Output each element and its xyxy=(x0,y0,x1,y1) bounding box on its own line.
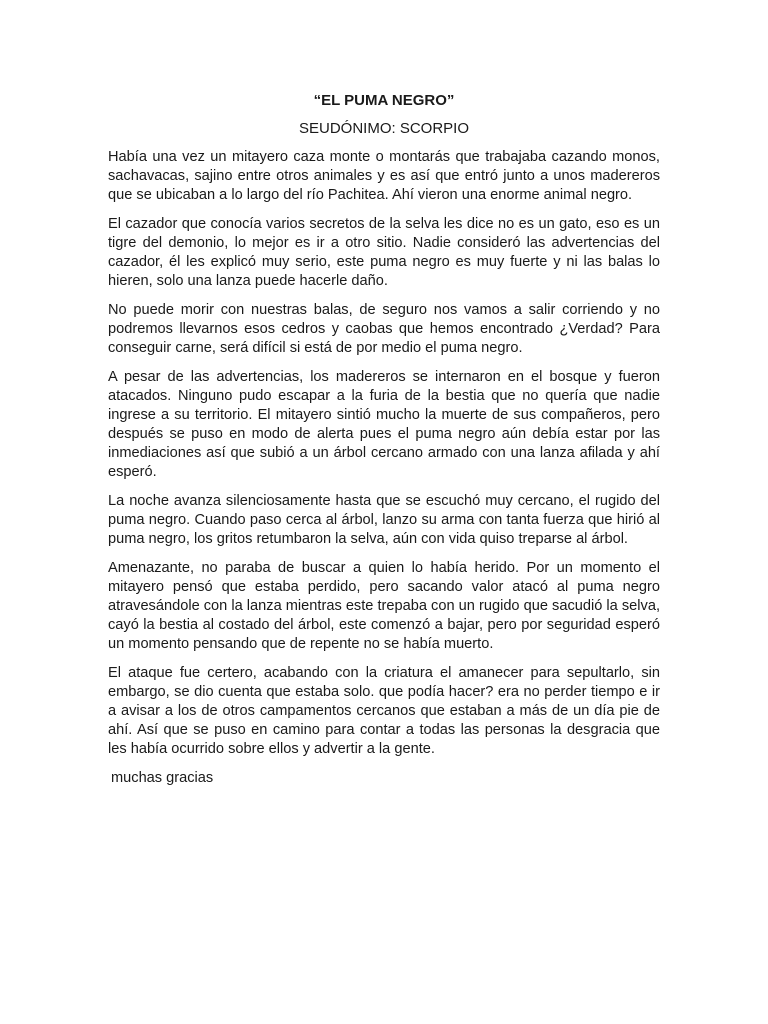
author-pseudonym: SEUDÓNIMO: SCORPIO xyxy=(298,120,470,137)
paragraph-1: Había una vez un mitayero caza monte o montarás que trabajaba cazando monos, sachavacas, sajino entre otros animales y es así que entró junto a unos madereros que se ubicaban a lo largo del río Pachitea. Ahí vieron una enorme animal negro. xyxy=(108,149,660,203)
closing-line: muchas gracias xyxy=(111,770,214,786)
paragraph-2: El cazador que conocía varios secretos de la selva les dice no es un gato, eso es un tigre del demonio, lo mejor es ir a otro sitio. Nadie consideró las advertencias del cazador, él les explicó muy serio, este puma negro es muy fuerte y ni las balas lo hieren, solo una lanza puede hacerle daño. xyxy=(108,216,660,289)
paragraph-5: La noche avanza silenciosamente hasta que se escuchó muy cercano, el rugido del puma negro. Cuando paso cerca al árbol, lanzo su arma con tanta fuerza que hirió al puma negro, los gritos retumbaron la selva, aún con vida quiso treparse al árbol. xyxy=(108,493,660,547)
paragraph-3: No puede morir con nuestras balas, de seguro nos vamos a salir corriendo y no podremos llevarnos esos cedros y caobas que hemos encontrado ¿Verdad? Para conseguir carne, será difícil si está de por medio el puma negro. xyxy=(108,302,660,356)
paragraph-7: El ataque fue certero, acabando con la criatura el amanecer para sepultarlo, sin embargo, se dio cuenta que estaba solo. que podía hacer? era no perder tiempo e ir a avisar a los de otros campamentos cercanos que estaban a más de un día pie de ahí. Así que se puso en camino para contar a todas las personas la desgracia que les había ocurrido sobre ellos y advertir a la gente. xyxy=(108,665,660,757)
paragraph-4: A pesar de las advertencias, los madereros se internaron en el bosque y fueron atacados. Ninguno pudo escapar a la furia de la bestia que no quería que nadie ingrese a su territorio. El mitayero sintió mucho la muerte de sus compañeros, pero después se puso en modo de alerta pues el puma negro aún debía estar por las inmediaciones así que subió a un árbol cercano armado con una lanza afilada y ahí esperó. xyxy=(108,369,660,480)
paragraph-6: Amenazante, no paraba de buscar a quien lo había herido. Por un momento el mitayero pensó que estaba perdido, pero sacando valor atacó al puma negro atravesándole con la lanza mientras este trepaba con un rugido que sacudió la selva, cayó la bestia al costado del árbol, este comenzó a bajar, pero por seguridad esperó un momento pensando que de repente no se había muerto. xyxy=(108,560,660,652)
document-title: “EL PUMA NEGRO” xyxy=(313,92,455,109)
document-body xyxy=(108,92,660,788)
